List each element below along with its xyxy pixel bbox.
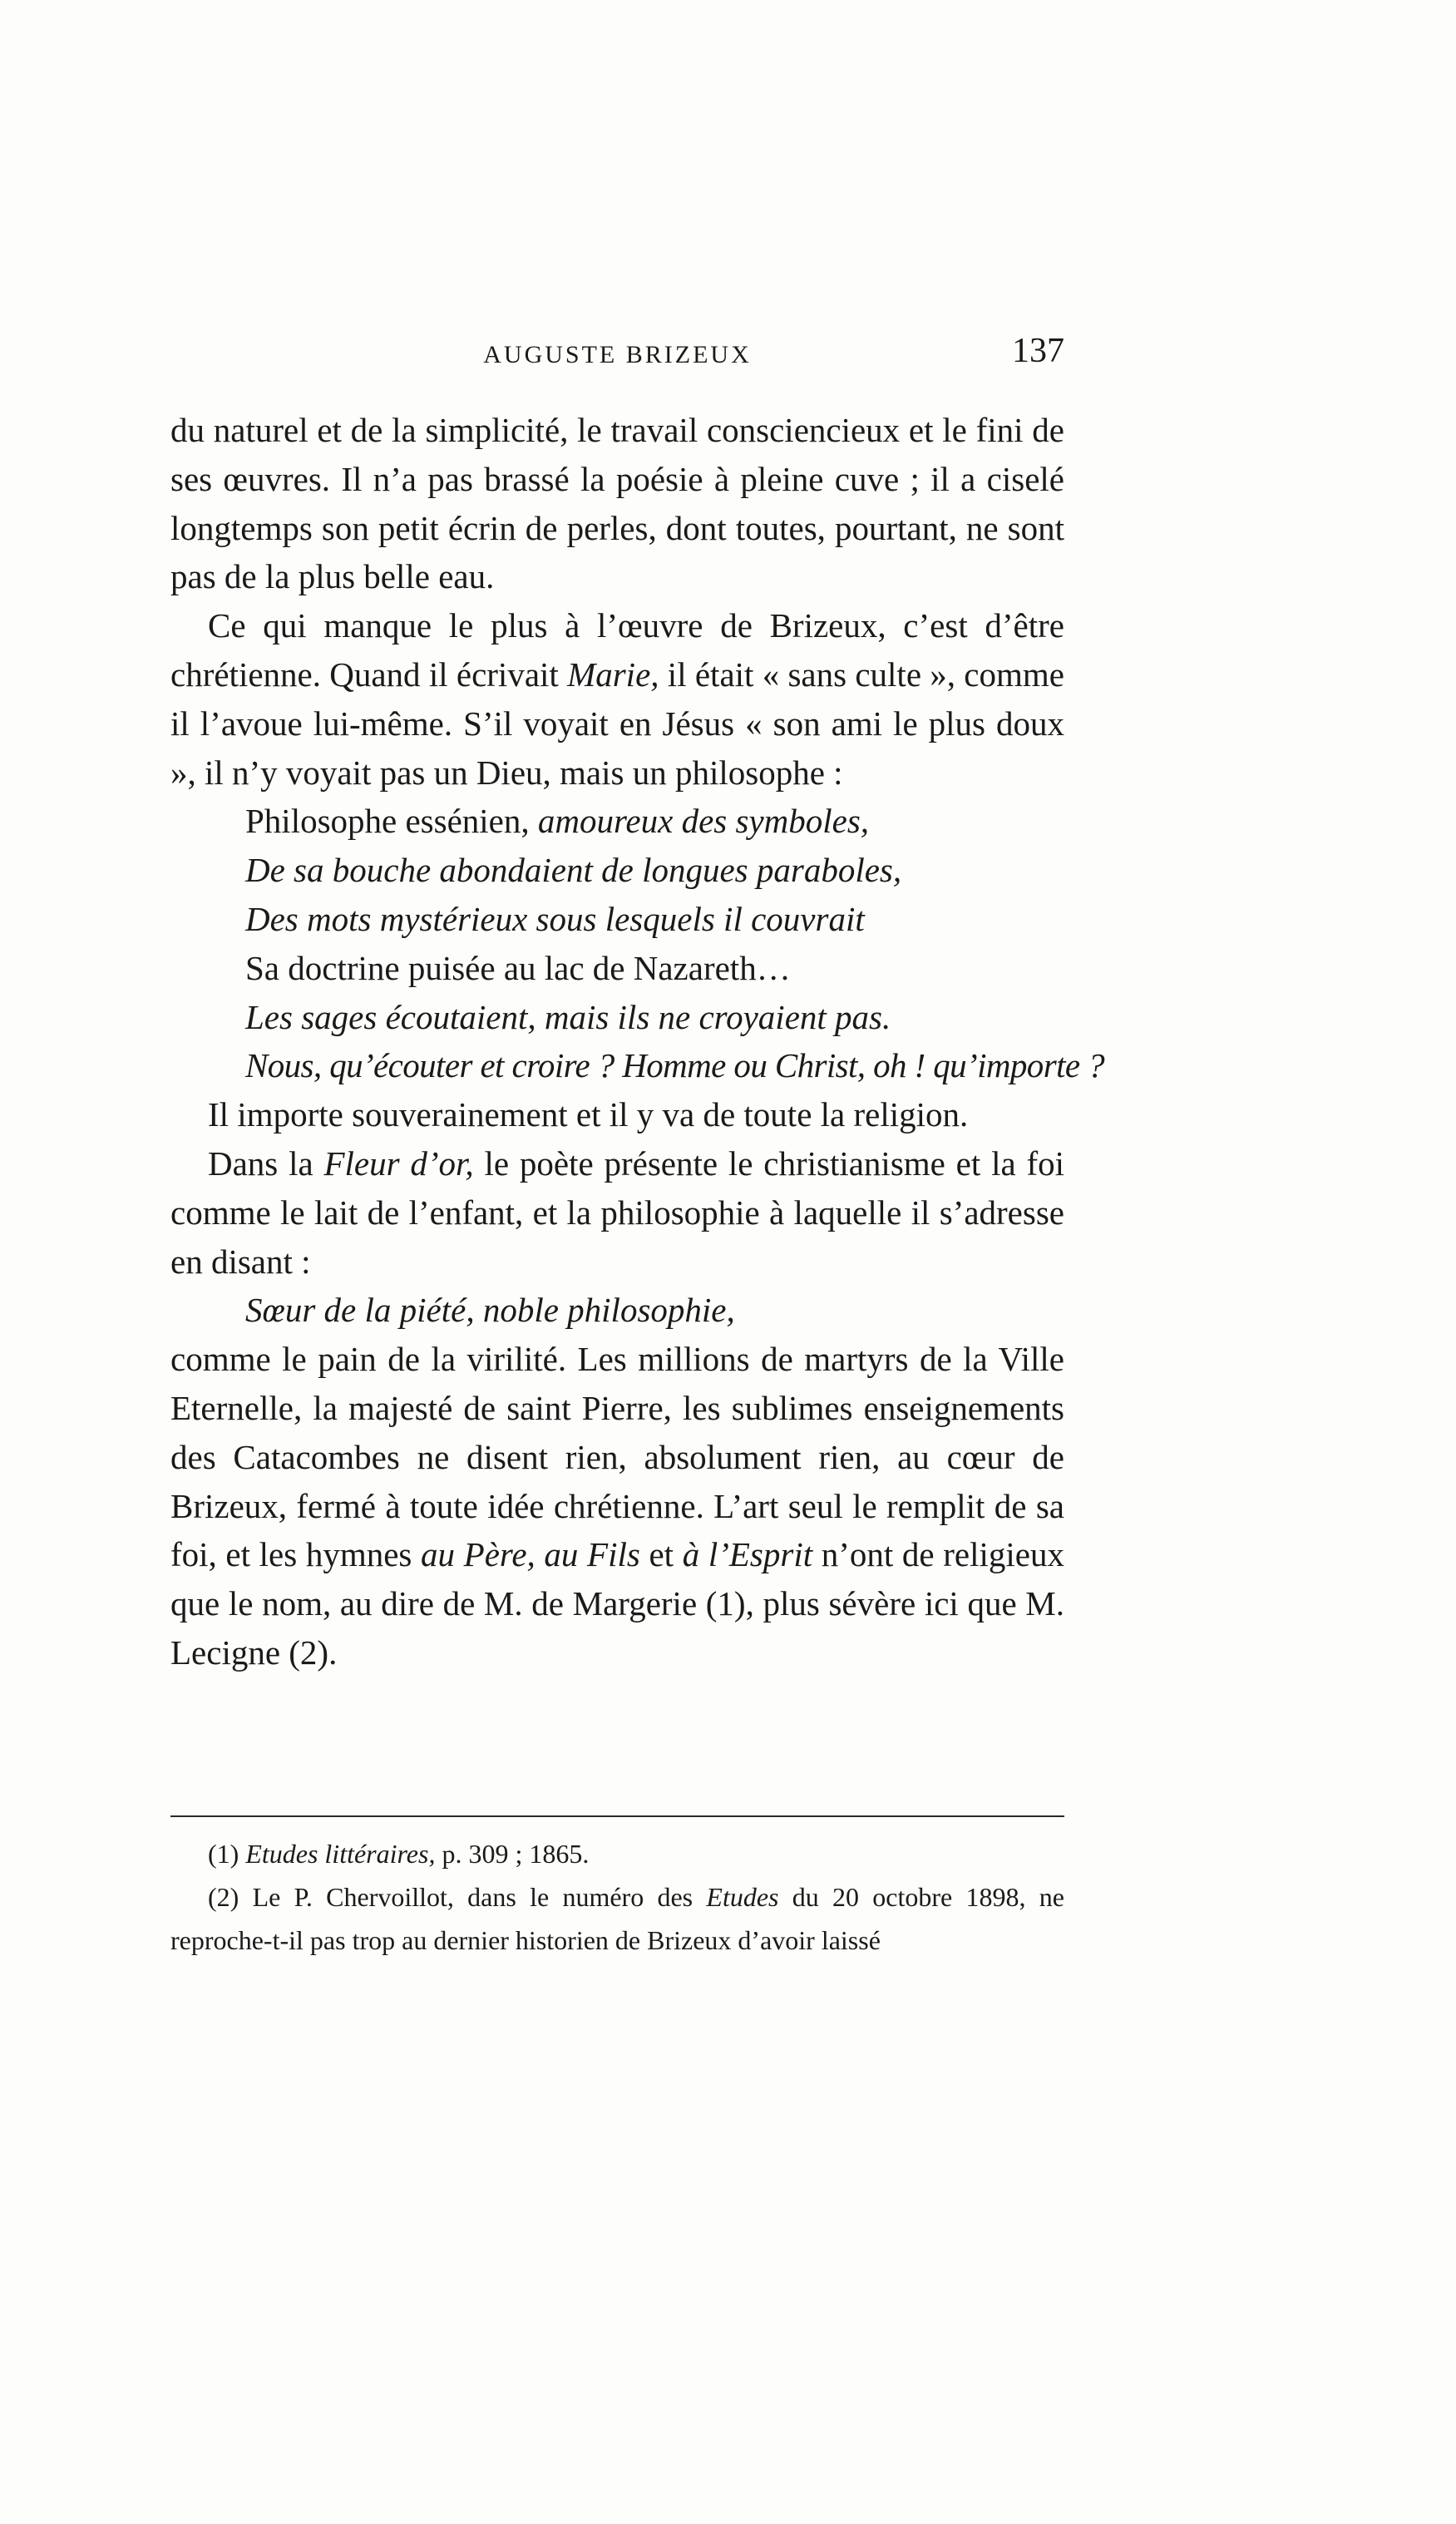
verse-italic: Des mots mystérieux sous lesquels il couvrait xyxy=(245,899,865,938)
verse-line xyxy=(170,1041,1105,1090)
running-title: AUGUSTE BRIZEUX xyxy=(483,341,752,368)
text-run: il était « sans culte », comme il l’avoue lui-même. S’il voyait en Jésus « son ami le plus doux », il n’y voyait pas un Dieu, mais un philosophe : xyxy=(170,654,1064,792)
verse-text: Philosophe essénien, xyxy=(245,802,538,841)
footnote-italic: Etudes xyxy=(706,1882,779,1912)
text-run: Dans la xyxy=(208,1143,324,1183)
verse-quotation xyxy=(170,797,1105,1090)
verse-line: Sa doctrine puisée au lac de Nazareth… xyxy=(245,948,791,987)
verse-line xyxy=(170,846,1064,895)
verse-italic: Les sages écoutaient, mais ils ne croyaient pas. xyxy=(245,997,891,1036)
footnote-2 xyxy=(170,1875,1064,1962)
verse-italic: amoureux des symboles, xyxy=(537,802,870,841)
text-run: n’ont de religieux que le nom, au dire de M. de Margerie (1), plus sévère ici que M. Lecigne (2). xyxy=(170,1535,1064,1672)
text-run: comme le pain de la virilité. Les millions de martyrs de la Ville Eternelle, la majesté de saint Pierre, les sublimes enseignements des Catacombes ne disent rien, absolument rien, au cœur de Brizeux, fermé à toute idée chrétienne. L’art seul le remplit de sa foi, et les hymnes xyxy=(170,1340,1064,1574)
hymn-title: à l’Esprit xyxy=(682,1535,813,1574)
text-run: et xyxy=(639,1535,683,1574)
verse-italic: De sa bouche abondaient de longues paraboles, xyxy=(245,851,902,890)
verse-line xyxy=(170,895,1064,944)
paragraph-importe: Il importe souverainement et il y va de toute la religion. xyxy=(208,1095,969,1134)
title-fleur-dor: Fleur d’or, xyxy=(323,1143,474,1183)
verse-line xyxy=(170,993,1064,1042)
paragraph-continuation: du naturel et de la simplicité, le travail consciencieux et le fini de ses œuvres. Il n’a pas brassé la poésie à pleine cuve ; il a ciselé longtemps son petit écrin de perles, dont toutes, pourtant, ne sont pas de la plus belle eau. xyxy=(170,411,1064,596)
verse-line xyxy=(170,797,1064,846)
footnote-text: (2) Le P. Chervoillot, dans le numéro des xyxy=(208,1882,707,1912)
text-run xyxy=(536,1535,545,1573)
verse-line-soeur xyxy=(170,1286,1064,1335)
footnote-text: du 20 octobre 1898, ne reproche-t-il pas trop au dernier historien de Brizeux d’avoir laissé xyxy=(170,1882,1065,1955)
verse-italic: Nous, qu’écouter et croire ? Homme ou Christ, oh ! qu’importe ? xyxy=(245,1046,1105,1085)
text-run: le poète présente le christianisme et la foi comme le lait de l’enfant, et la philosophie à laquelle il s’adresse en disant : xyxy=(170,1143,1065,1281)
title-marie: Marie, xyxy=(567,654,659,694)
running-head xyxy=(170,331,1064,381)
paragraph-fleur-dor xyxy=(170,1139,1064,1286)
footnotes xyxy=(170,1832,1064,1962)
hymn-title: au Fils xyxy=(544,1535,640,1574)
text-run: Ce qui manque le plus à l’œuvre de Brizeux, c’est d’être chrétienne. Quand il écrivait xyxy=(170,606,1064,694)
paragraph-virilite xyxy=(170,1335,1064,1677)
hymn-title: au Père, xyxy=(421,1535,536,1574)
footnote-rule xyxy=(170,1815,1064,1817)
footnote-1 xyxy=(170,1832,1064,1875)
footnote-text: p. 309 ; 1865. xyxy=(435,1839,590,1869)
footnote-italic: Etudes littéraires, xyxy=(245,1839,436,1869)
footnote-text: (1) xyxy=(208,1839,246,1869)
page-number: 137 xyxy=(1012,332,1064,370)
verse-italic: Sœur de la piété, noble philosophie, xyxy=(245,1291,735,1330)
paragraph-christian xyxy=(170,601,1064,797)
main-text xyxy=(170,406,1105,1677)
